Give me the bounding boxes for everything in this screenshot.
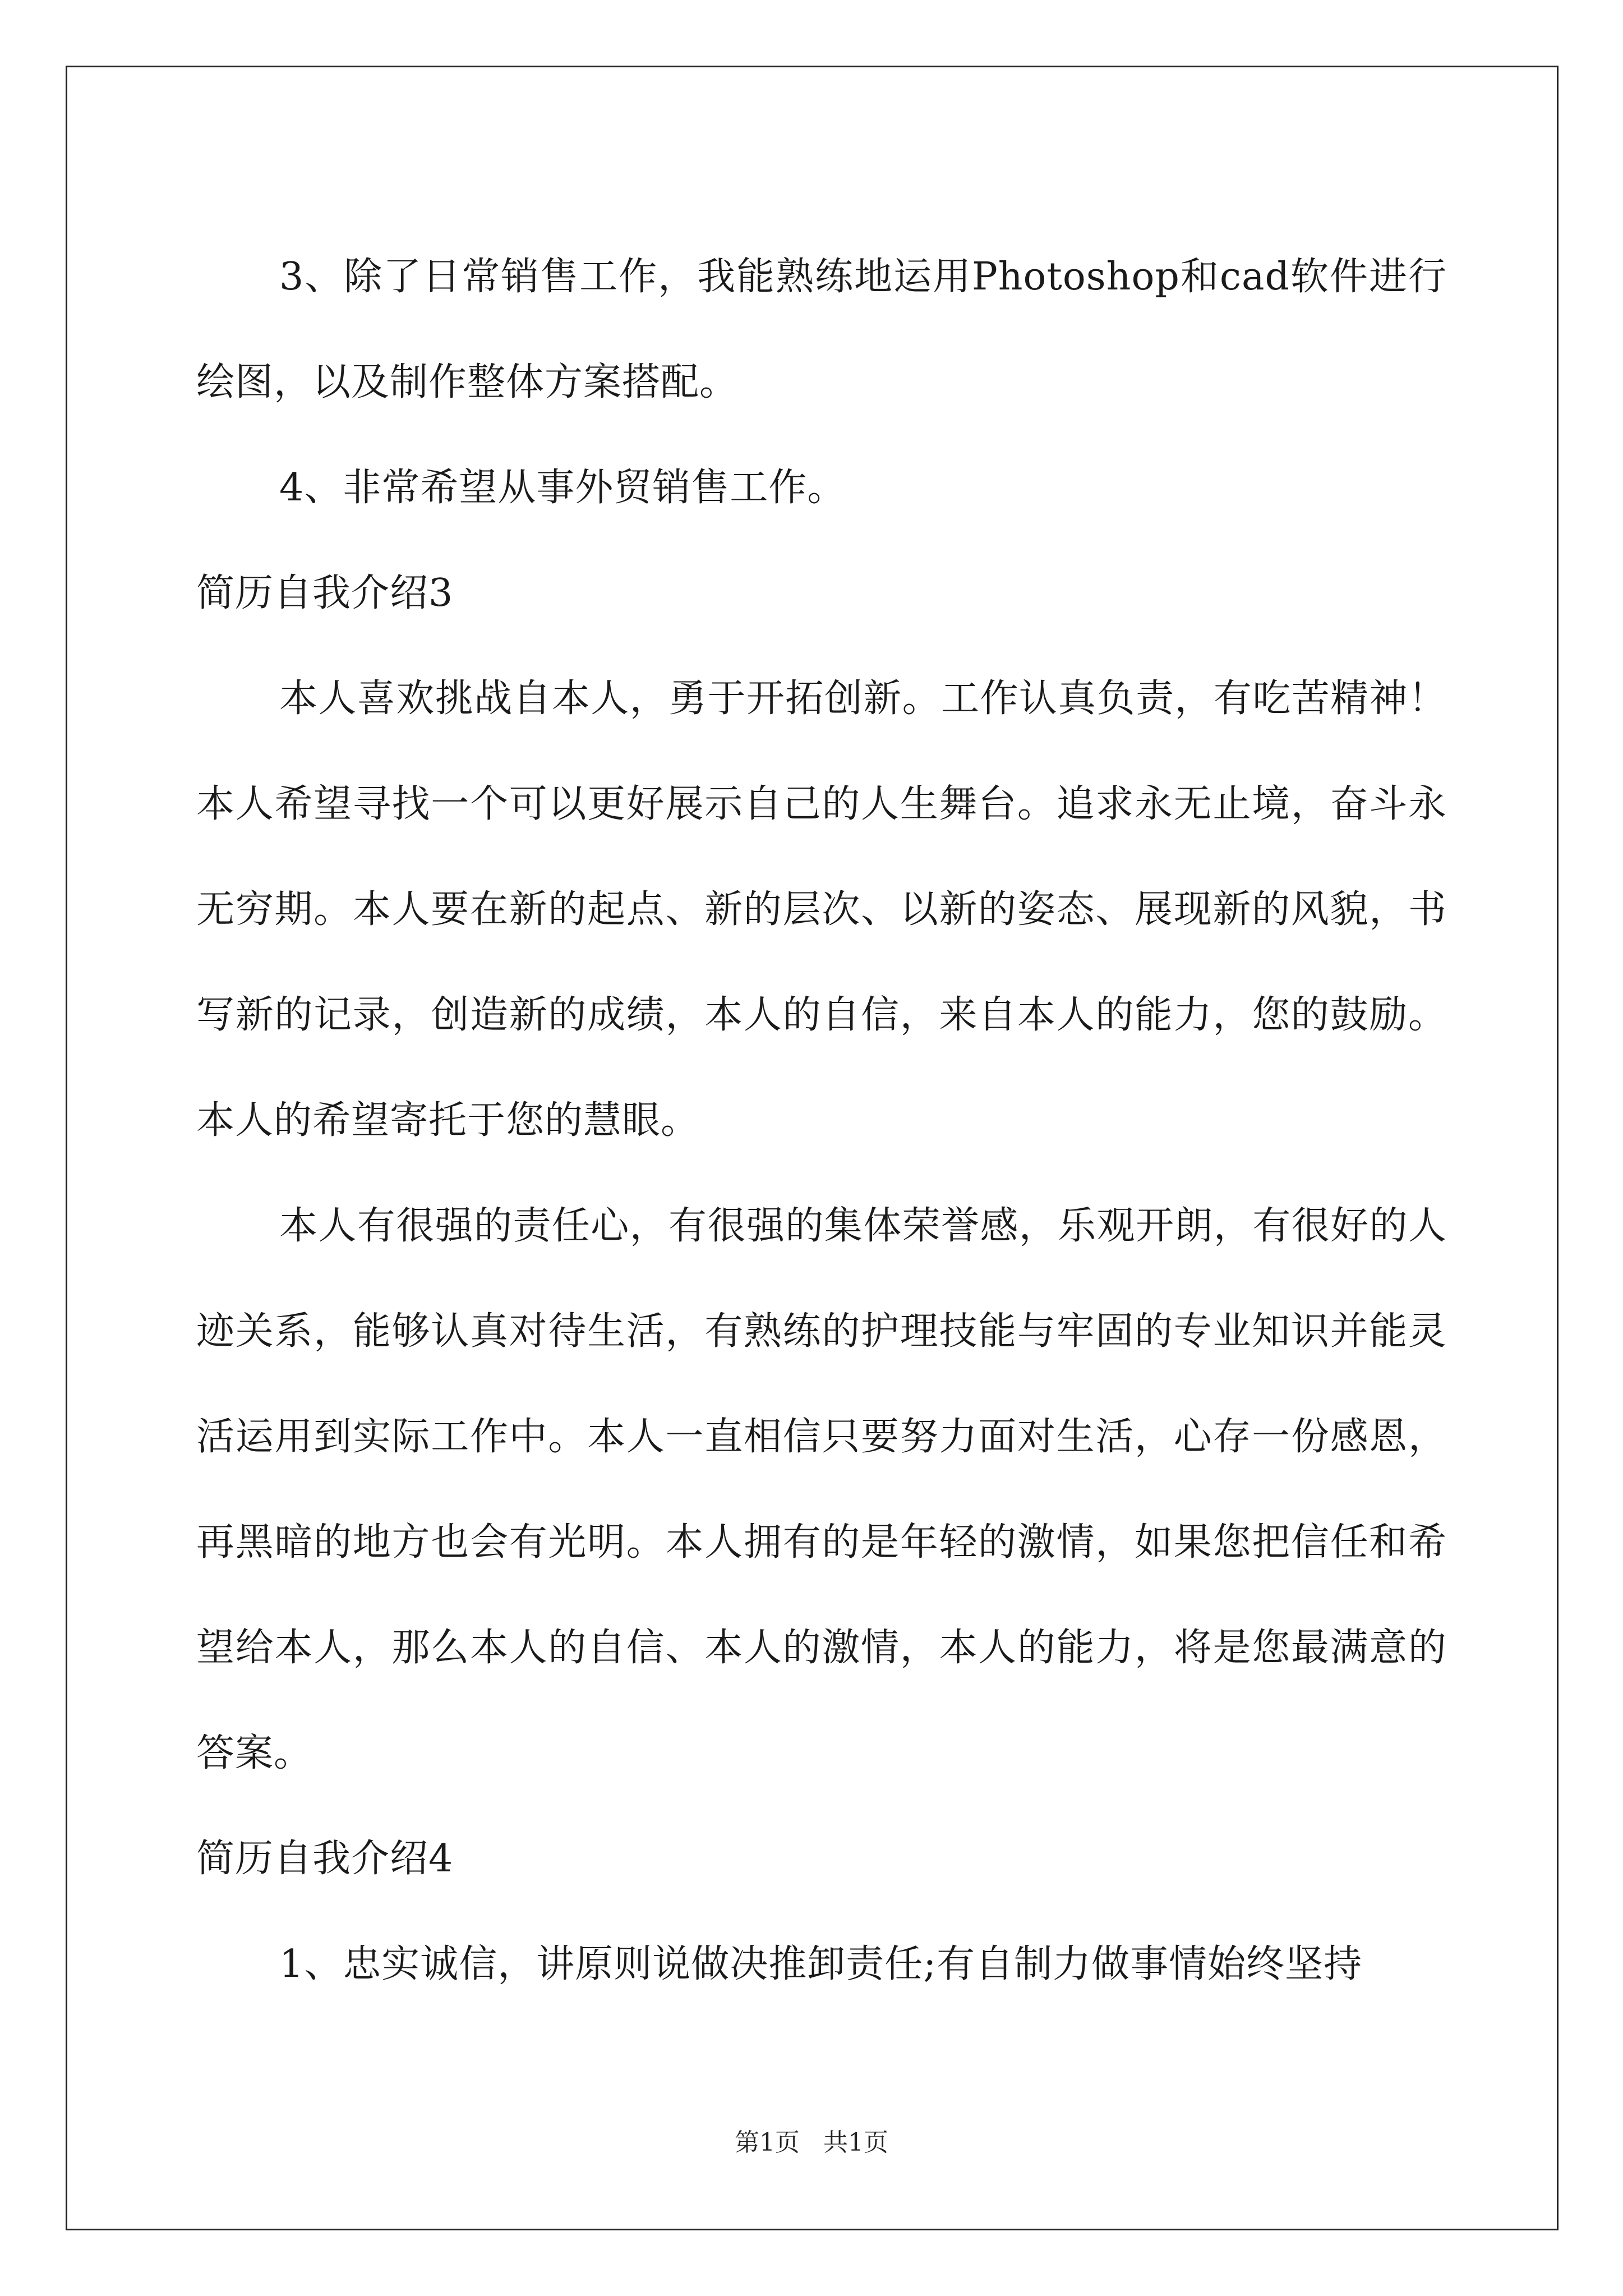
document-body bbox=[196, 224, 1447, 2017]
paragraph-intro-3a: 本人喜欢挑战自本人，勇于开拓创新。工作认真负责，有吃苦精神！本人希望寻找一个可以更好展示自己的人生舞台。追求永无止境，奋斗永无穷期。本人要在新的起点、新的层次、以新的姿态、展现新的风貌，书写新的记录，创造新的成绩，本人的自信，来自本人的能力，您的鼓励。本人的希望寄托于您的慧眼。 bbox=[196, 677, 1447, 1143]
section-heading-4: 简历自我介绍4 bbox=[196, 1837, 454, 1881]
paragraph-intro-4-item-1: 1、忠实诚信，讲原则说做决推卸责任;有自制力做事情始终坚持 bbox=[279, 1942, 1363, 1986]
paragraph-item-4: 4、非常希望从事外贸销售工作。 bbox=[279, 466, 846, 510]
page-number-current: 第1页 bbox=[735, 2128, 800, 2157]
page-footer bbox=[0, 2126, 1623, 2160]
page-number-total: 共1页 bbox=[823, 2128, 888, 2157]
paragraph-item-3: 3、除了日常销售工作，我能熟练地运用Photoshop和cad软件进行绘图，以及制作整体方案搭配。 bbox=[196, 255, 1447, 404]
paragraph-intro-3b: 本人有很强的责任心，有很强的集体荣誉感，乐观开朗，有很好的人迹关系，能够认真对待生活，有熟练的护理技能与牢固的专业知识并能灵活运用到实际工作中。本人一直相信只要努力面对生活，心存一份感恩，再黑暗的地方也会有光明。本人拥有的是年轻的激情，如果您把信任和希望给本人，那么本人的自信、本人的激情，本人的能力，将是您最满意的答案。 bbox=[196, 1204, 1447, 1775]
section-heading-3: 简历自我介绍3 bbox=[196, 571, 454, 615]
